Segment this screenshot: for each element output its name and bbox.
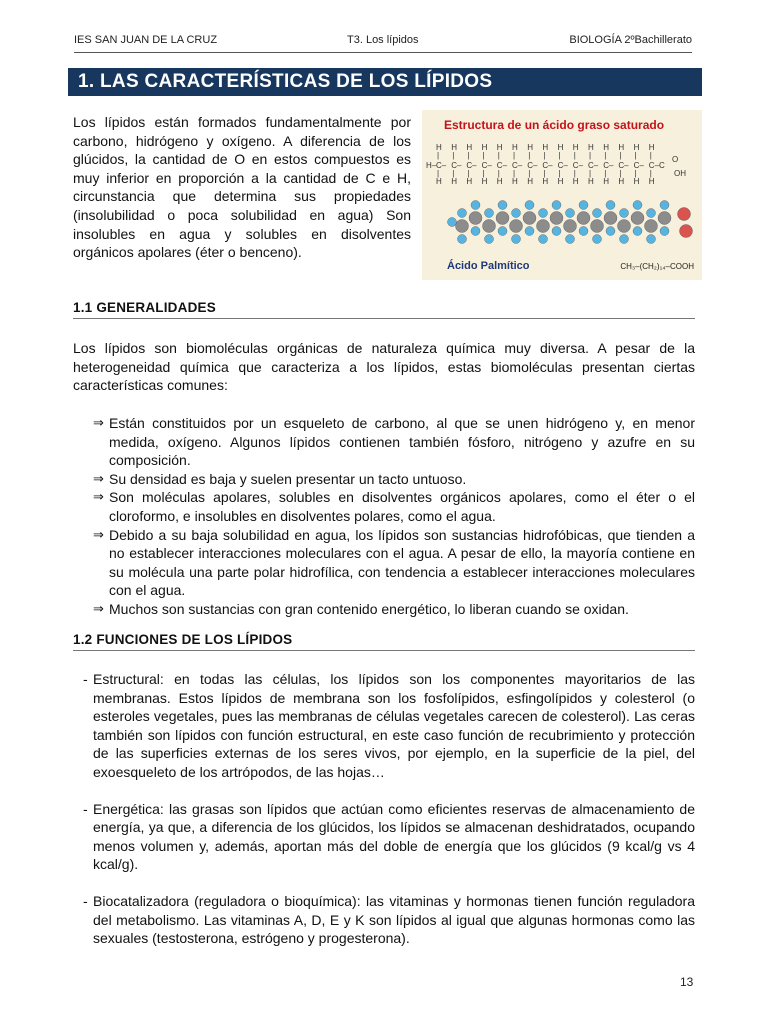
header-topic: T3. Los lípidos	[347, 34, 419, 46]
svg-text:H: H	[481, 177, 488, 186]
list-item: ⇒ Son moléculas apolares, solubles en disolventes orgánicos apolares, como el éter o el cloroformo, e insolubles en disolventes polares, como el agua.	[93, 489, 695, 524]
svg-text:|: |	[589, 169, 592, 178]
svg-text:|: |	[467, 151, 470, 160]
svg-text:|: |	[604, 169, 607, 178]
svg-text:H: H	[618, 177, 625, 186]
svg-text:|: |	[558, 169, 561, 178]
svg-text:C–: C–	[481, 161, 492, 170]
svg-text:H: H	[542, 177, 549, 186]
header-course: BIOLOGÍA 2ºBachillerato	[569, 34, 692, 46]
svg-text:H: H	[451, 143, 457, 152]
svg-text:C–: C–	[572, 161, 584, 170]
fatty-acid-figure	[422, 110, 702, 280]
svg-text:H: H	[557, 143, 564, 152]
svg-text:H: H	[481, 143, 488, 152]
svg-text:H: H	[618, 143, 625, 152]
subheading-funciones: 1.2 FUNCIONES DE LOS LÍPIDOS	[73, 632, 695, 651]
subheading-generalidades: 1.1 GENERALIDADES	[73, 300, 695, 319]
svg-text:C–C: C–C	[648, 161, 665, 170]
svg-text:H: H	[512, 177, 518, 186]
svg-text:|: |	[528, 169, 531, 178]
svg-text:H: H	[466, 177, 473, 186]
arrow-icon: ⇒	[93, 470, 104, 486]
svg-text:|: |	[649, 169, 652, 178]
arrow-icon: ⇒	[93, 600, 104, 616]
svg-text:H: H	[466, 143, 473, 152]
svg-text:|: |	[543, 169, 546, 178]
svg-text:H: H	[603, 143, 609, 152]
svg-text:H: H	[436, 177, 442, 186]
list-item: - Estructural: en todas las células, los lípidos son los componentes mayoritarios de las membranas. Estos lípidos de membrana son los fosfolípidos, esfingolípidos y colesterol (o esteroles vegetales, pues las membranas de células vegetales carecen de colesterol). Las ceras también son lípidos con función estructural, en este caso función de recubrimiento y protección de las superficies externas de los seres vivos, por ejemplo, en la superficie de la piel, del exoesqueleto de los artrópodos, de las hojas…	[83, 671, 695, 780]
svg-text:H: H	[557, 177, 564, 186]
svg-text:|: |	[589, 151, 592, 160]
generalidades-paragraph: Los lípidos son biomoléculas orgánicas de naturaleza química muy diversa. A pesar de la heterogeneidad química que caracteriza a los lípidos, estas biomoléculas presentan ciertas características comunes:	[73, 340, 695, 394]
figure-title: Estructura de un ácido graso saturado	[444, 118, 665, 132]
fatty-acid-structure-diagram	[422, 110, 702, 280]
list-item: ⇒ Su densidad es baja y suelen presentar un tacto untuoso.	[93, 470, 467, 487]
svg-text:H: H	[648, 177, 655, 186]
list-item: ⇒ Muchos son sustancias con gran contenido energético, lo liberan cuando se oxidan.	[93, 600, 629, 617]
svg-text:H: H	[527, 177, 533, 186]
svg-text:H: H	[633, 143, 640, 152]
list-item: - Energética: las grasas son lípidos que actúan como eficientes reservas de almacenamiento de energía, ya que, a diferencia de los glúcidos, los lípidos se almacenan deshidratados, ocupando menos volumen y, además, aportan más del doble de energía que los glúcidos (9 kcal/g vs 4 kcal/g).	[83, 800, 695, 873]
svg-text:C–: C–	[618, 161, 629, 170]
svg-text:|: |	[604, 151, 607, 160]
svg-text:H: H	[527, 143, 533, 152]
arrow-icon: ⇒	[93, 415, 104, 430]
svg-text:H: H	[512, 143, 518, 152]
svg-text:H: H	[633, 177, 640, 186]
svg-text:C–: C–	[557, 161, 568, 170]
svg-text:H: H	[588, 143, 594, 152]
svg-text:H: H	[451, 177, 457, 186]
list-item: ⇒ Debido a su baja solubilidad en agua, los lípidos son sustancias hidrofóbicas, que tienden a no establecer interacciones moleculares con el agua. A pesar de ello, la mayoría contiene en su molécula una parte polar hidrofílica, con tendencia a establecer interacciones moleculares con el agua.	[93, 526, 695, 599]
figure-label: Ácido Palmítico	[447, 260, 530, 272]
svg-text:|: |	[528, 151, 531, 160]
svg-text:H: H	[572, 177, 579, 186]
svg-text:C–: C–	[466, 161, 477, 170]
svg-text:|: |	[437, 169, 440, 178]
svg-text:|: |	[497, 169, 500, 178]
svg-text:C–: C–	[436, 161, 447, 170]
svg-text:|: |	[558, 151, 561, 160]
svg-text:C–: C–	[512, 161, 523, 170]
page-number: 13	[680, 975, 694, 989]
svg-text:H: H	[542, 143, 549, 152]
page-header	[74, 34, 692, 53]
svg-text:|: |	[482, 151, 485, 160]
svg-text:|: |	[634, 151, 637, 160]
svg-text:H: H	[496, 143, 503, 152]
svg-text:C–: C–	[603, 161, 614, 170]
section-title: 1. LAS CARACTERÍSTICAS DE LOS LÍPIDOS	[68, 68, 702, 96]
svg-text:H: H	[648, 143, 655, 152]
svg-text:H: H	[436, 143, 442, 152]
svg-text:|: |	[573, 169, 576, 178]
svg-text:|: |	[437, 151, 440, 160]
svg-text:C–: C–	[633, 161, 644, 170]
svg-text:|: |	[452, 169, 455, 178]
arrow-icon: ⇒	[93, 526, 104, 542]
generalidades-list	[93, 414, 695, 619]
svg-text:H: H	[496, 177, 503, 186]
svg-text:|: |	[649, 151, 652, 160]
svg-text:|: |	[467, 169, 470, 178]
svg-text:H: H	[603, 177, 609, 186]
svg-text:|: |	[619, 151, 622, 160]
funciones-list	[83, 670, 695, 948]
svg-text:H: H	[588, 177, 594, 186]
svg-text:|: |	[482, 169, 485, 178]
svg-text:C–: C–	[451, 161, 462, 170]
svg-text:C–: C–	[588, 161, 599, 170]
svg-text:C–: C–	[496, 161, 508, 170]
svg-text:O: O	[672, 155, 679, 164]
svg-text:|: |	[573, 151, 576, 160]
svg-text:|: |	[619, 169, 622, 178]
intro-paragraph: Los lípidos están formados fundamentalmente por carbono, hidrógeno y oxígeno. A diferencia de los glúcidos, la cantidad de O en estos compuestos es muy inferior en proporción a la cantidad de C e H, circunstancia que determina sus propiedades (insolubilidad o poca solubilidad en agua) Son insolubles en agua y solubles en disolventes orgánicos apolares (éter o benceno).	[73, 114, 411, 261]
figure-formula: CH₃–(CH₂)₁₄–COOH	[620, 262, 694, 271]
svg-text:|: |	[634, 169, 637, 178]
svg-text:|: |	[452, 151, 455, 160]
svg-text:C–: C–	[542, 161, 553, 170]
svg-text:OH: OH	[674, 169, 686, 178]
svg-text:H: H	[572, 143, 579, 152]
arrow-icon: ⇒	[93, 489, 104, 505]
list-item: ⇒ Están constituidos por un esqueleto de carbono, al que se unen hidrógeno y, en menor medida, oxígeno. Algunos lípidos contienen también fósforo, nitrógeno y azufre en su composición.	[93, 415, 695, 469]
svg-text:C–: C–	[527, 161, 538, 170]
svg-text:|: |	[513, 169, 516, 178]
list-item: - Biocatalizadora (reguladora o bioquímica): las vitaminas y hormonas tienen función reguladora del metabolismo. Las vitaminas A, D, E y K son lípidos al igual que algunas hormonas como las sexuales (testosterona, estrógeno y progesterona).	[83, 892, 695, 947]
header-school: IES SAN JUAN DE LA CRUZ	[74, 34, 218, 46]
svg-text:|: |	[513, 151, 516, 160]
svg-text:|: |	[497, 151, 500, 160]
svg-text:|: |	[543, 151, 546, 160]
svg-text:H–: H–	[426, 161, 437, 170]
